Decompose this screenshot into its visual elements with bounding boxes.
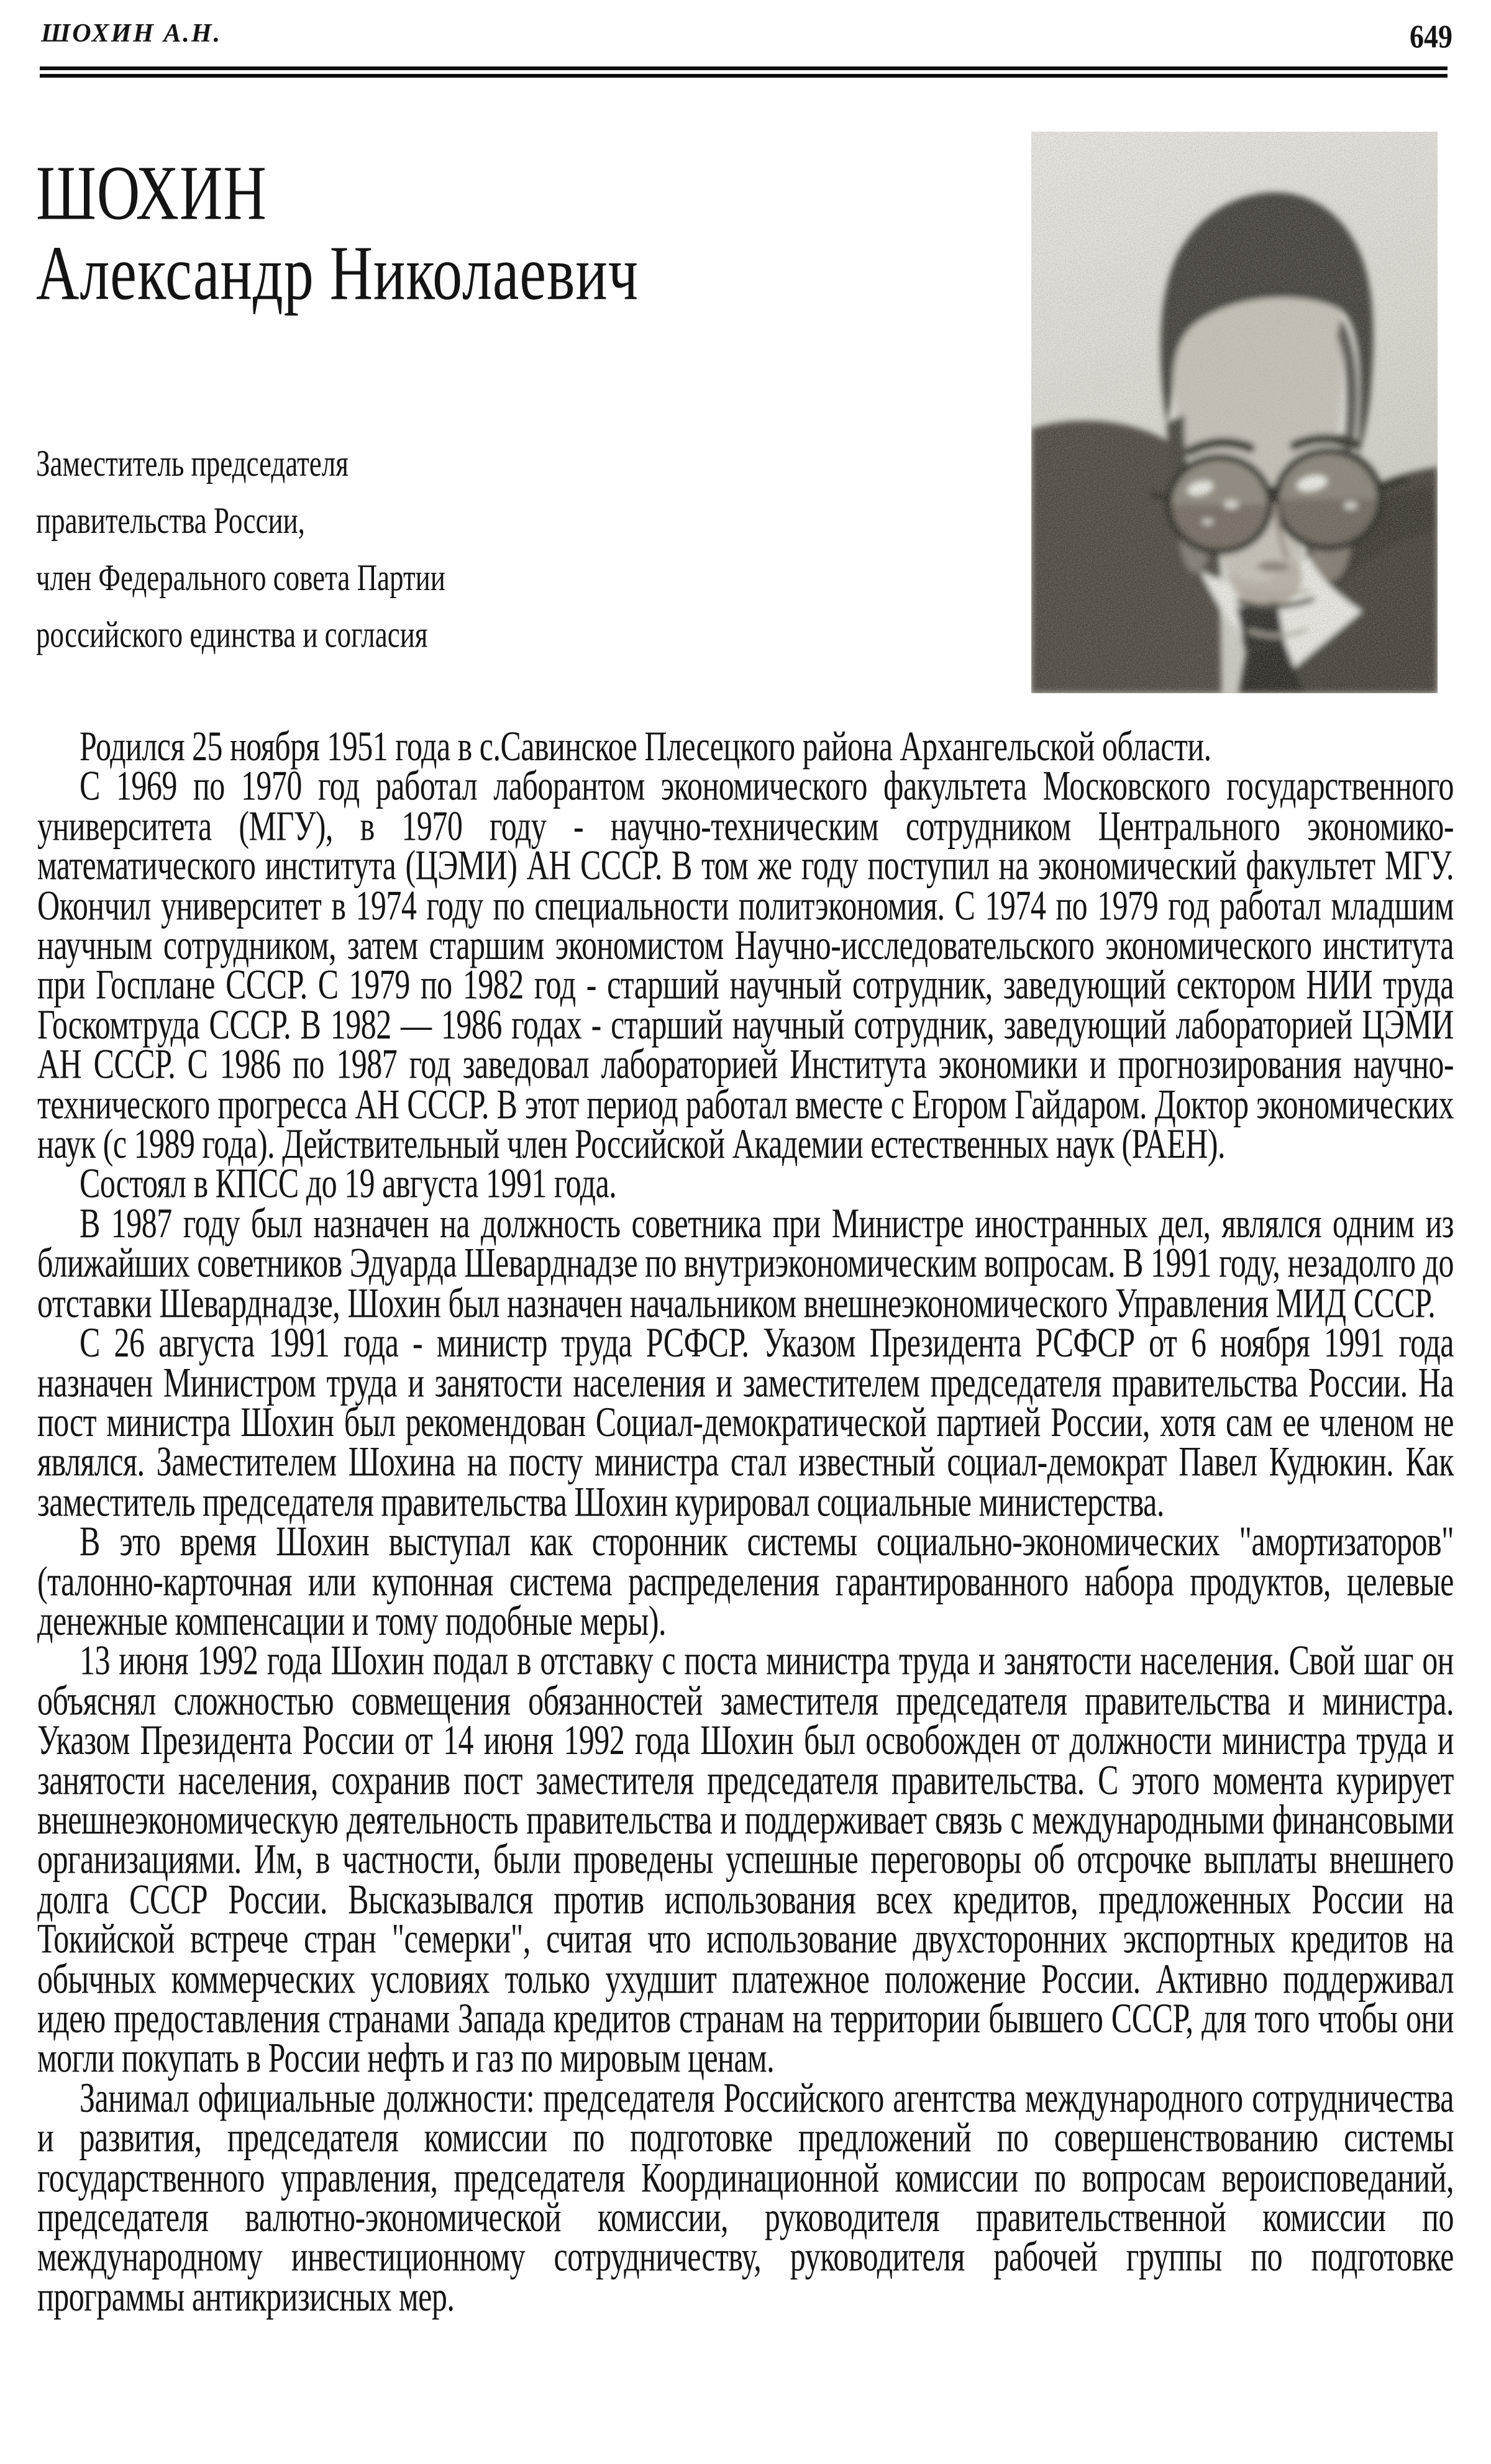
bio-paragraph: В это время Шохин выступал как сторонник системы социально-экономических "амортизаторов" (талонно-карточная или купонная система распределения гарантированного набора продуктов, целевые денежные компенсации и тому подобные меры). bbox=[37, 1517, 1454, 1644]
photo-grain-texture bbox=[1031, 132, 1438, 693]
bio-paragraph: С 1969 по 1970 год работал лаборантом экономического факультета Московского государственного университета (МГУ), в 1970 году - научно-техническим сотрудником Центрального экономико-математического института (ЦЭМИ) АН СССР. В том же году поступил на экономический факультет МГУ. Окончил университет в 1974 году по специальности политэкономия. С 1974 по 1979 год работал младшим научным сотрудником, затем старшим экономистом Научно-исследовательского экономического института при Госплане СССР. С 1979 по 1982 год - старший научный сотрудник, заведующий сектором НИИ труда Госкомтруда СССР. В 1982 — 1986 годах - старший научный сотрудник, заведующий лабораторией ЦЭМИ АН СССР. С 1986 по 1987 год заведовал лабораторией Института экономики и прогнозирования научно-технического прогресса АН СССР. В этот период работал вместе с Егором Гайдаром. Доктор экономических наук (с 1989 года). Действительный член Российской Академии естественных наук (РАЕН). bbox=[37, 762, 1454, 1167]
page-number: 649 bbox=[1410, 18, 1452, 55]
position-line: российского единства и согласия bbox=[36, 613, 428, 656]
entry-position bbox=[36, 435, 1005, 663]
position-line: член Федерального совета Партии bbox=[36, 556, 445, 599]
position-line: правительства России, bbox=[36, 499, 305, 542]
bio-paragraph: Состоял в КПСС до 19 августа 1991 года. bbox=[80, 1160, 617, 1207]
bio-paragraph: В 1987 году был назначен на должность советника при Министре иностранных дел, являлся одним из ближайших советников Эдуарда Шеварднадзе по внутриэкономическим вопросам. В 1991 году, незадолго до отставки Шеварднадзе, Шохин был назначен начальником внешнеэкономического Управления МИД СССР. bbox=[37, 1199, 1454, 1326]
bio-paragraph: Занимал официальные должности: председателя Российского агентства международного сотрудничества и развития, председателя комиссии по подготовке предложений по совершенствованию системы государственного управления, председателя Координационной комиссии по вопросам вероисповеданий, председателя валютно-экономической комиссии, руководителя правительственной комиссии по международному инвестиционному сотрудничеству, руководителя рабочей группы по подготовке программы антикризисных мер. bbox=[37, 2074, 1454, 2320]
entry-name-patronymic: Александр Николаевич bbox=[36, 229, 639, 316]
bio-paragraph: С 26 августа 1991 года - министр труда РСФСР. Указом Президента РСФСР от 6 ноября 1991 года назначен Министром труда и занятости населения и заместителем председателя правительства России. На пост министра Шохин был рекомендован Социал-демократической партией России, хотя сам ее членом не являлся. Заместителем Шохина на посту министра стал известный социал-демократ Павел Кудюкин. Как заместитель председателя правительства Шохин курировал социальные министерства. bbox=[37, 1319, 1454, 1525]
biography-text bbox=[37, 722, 1454, 2320]
portrait-photo bbox=[1031, 132, 1438, 693]
running-header: ШОХИН А.Н. bbox=[41, 19, 222, 48]
header-divider-rule bbox=[40, 66, 1448, 78]
bio-paragraph: Родился 25 ноября 1951 года в с.Савинское Плесецкого района Архангельской области. bbox=[80, 722, 1211, 770]
bio-paragraph: 13 июня 1992 года Шохин подал в отставку с поста министра труда и занятости населения. Свой шаг он объяснял сложностью совмещения обязанностей заместителя председателя правительства и министра. Указом Президента России от 14 июня 1992 года Шохин был освобожден от должности министра труда и занятости населения, сохранив пост заместителя председателя правительства. С этого момента курирует внешнеэкономическую деятельность правительства и поддерживает связь с международными финансовыми организациями. Им, в частности, были проведены успешные переговоры об отсрочке выплаты внешнего долга СССР России. Высказывался против использования всех кредитов, предложенных России на Токийской встрече стран "семерки", считая что использование двухсторонних экспортных кредитов на обычных коммерческих условиях только ухудшит платежное положение России. Активно поддерживал идею предоставления странами Запада кредитов странам на территории бывшего СССР, для того чтобы они могли покупать в России нефть и газ по мировым ценам. bbox=[37, 1637, 1454, 2081]
position-line: Заместитель председателя bbox=[36, 442, 349, 484]
entry-surname: ШОХИН bbox=[36, 149, 267, 236]
entry-title bbox=[36, 149, 1005, 316]
